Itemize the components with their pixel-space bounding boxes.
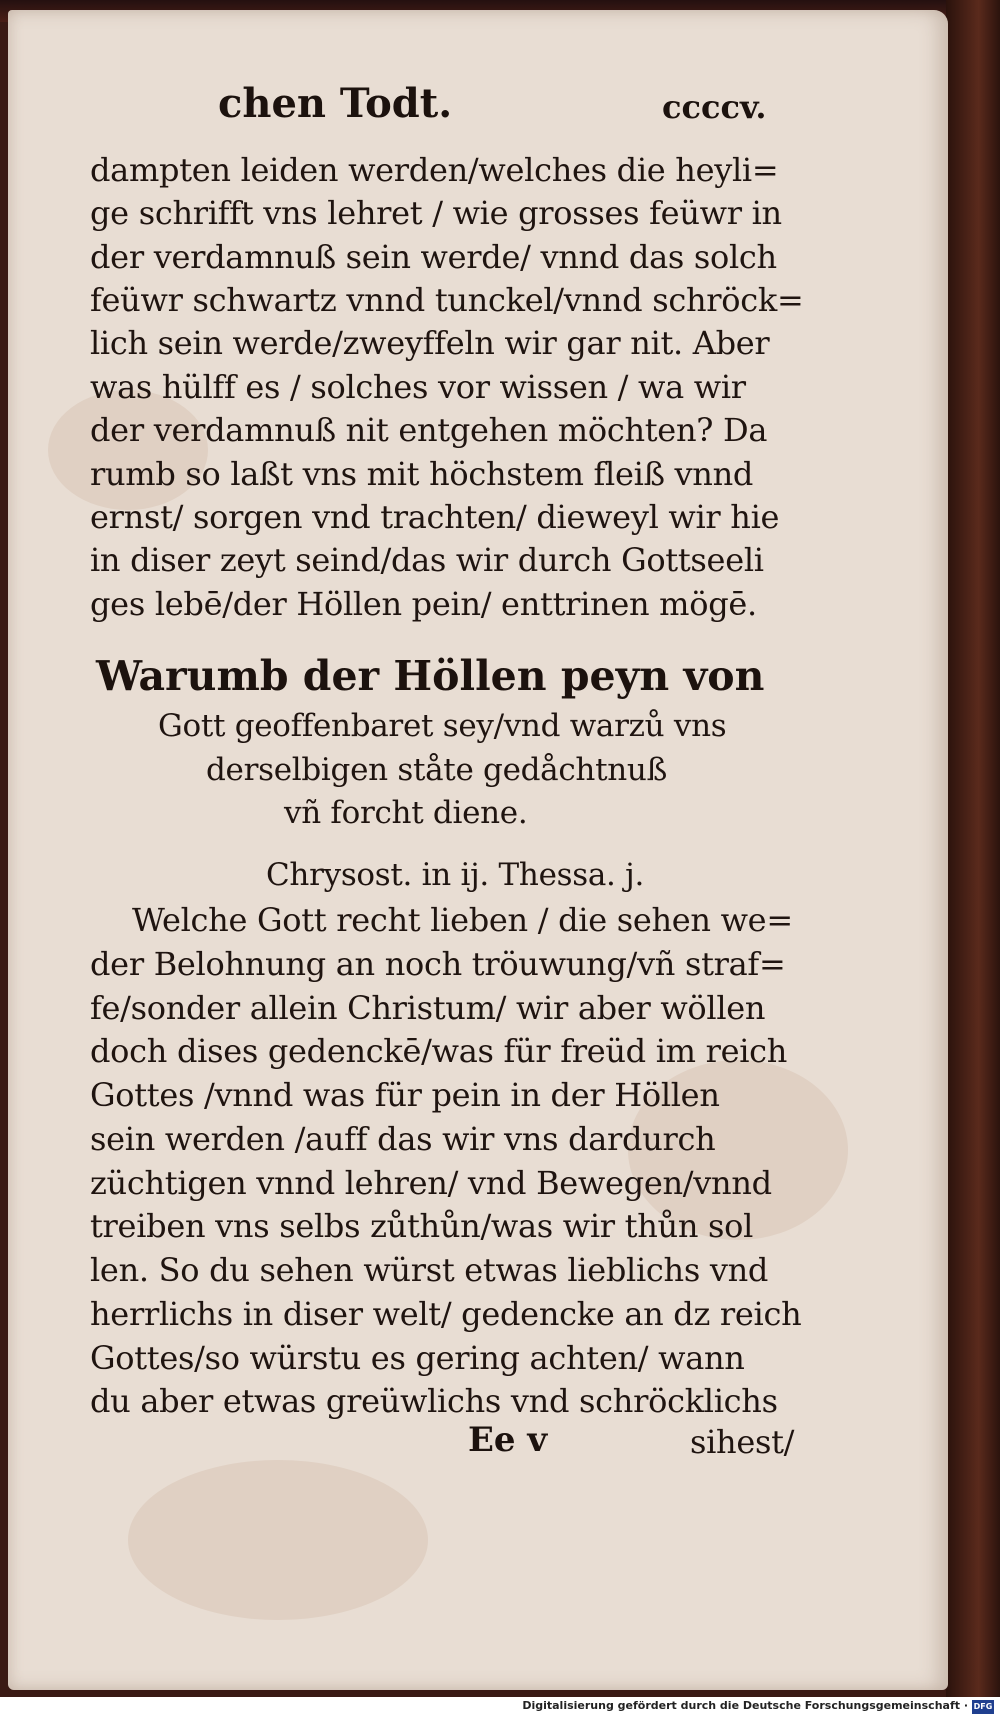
funding-notice: Digitalisierung gefördert durch die Deutsche Forschungsgemeinschaft · bbox=[522, 1699, 968, 1712]
section-heading-subline: Gott geoffenbaret sey/vnd warzů vns bbox=[158, 708, 727, 744]
text-line: der Belohnung an noch tröuwung/vñ straf= bbox=[90, 945, 786, 983]
text-line: der verdamnuß sein werde/ vnnd das solch bbox=[90, 238, 777, 276]
text-line: der verdamnuß nit entgehen möchten? Da bbox=[90, 411, 768, 449]
text-line: rumb so laßt vns mit höchstem fleiß vnnd bbox=[90, 455, 754, 493]
signature-mark: Ee v bbox=[468, 1420, 548, 1460]
footer-bar bbox=[0, 1697, 1000, 1718]
book-board-right bbox=[946, 0, 1000, 1697]
text-line: feüwr schwartz vnnd tunckel/vnnd schröck= bbox=[90, 281, 804, 319]
section-heading-subline: derselbigen ståte gedåchtnuß bbox=[206, 752, 667, 788]
section-heading-subline: vñ forcht diene. bbox=[284, 795, 528, 831]
text-line: sein werden /auff das wir vns dardurch bbox=[90, 1120, 716, 1158]
text-line: dampten leiden werden/welches die heyli= bbox=[90, 151, 779, 189]
text-line: züchtigen vnnd lehren/ vnd Bewegen/vnnd bbox=[90, 1164, 772, 1202]
running-head: chen Todt. bbox=[218, 80, 453, 127]
text-line: Gottes/so würstu es gering achten/ wann bbox=[90, 1339, 745, 1377]
text-line: Welche Gott recht lieben / die sehen we= bbox=[132, 901, 793, 939]
text-line: lich sein werde/zweyffeln wir gar nit. Aber bbox=[90, 324, 770, 362]
text-line: Gottes /vnnd was für pein in der Höllen bbox=[90, 1076, 720, 1114]
text-line: was hülff es / solches vor wissen / wa wir bbox=[90, 368, 746, 406]
text-line: fe/sonder allein Christum/ wir aber wöllen bbox=[90, 989, 766, 1027]
text-line: ge schrifft vns lehret / wie grosses feüwr in bbox=[90, 194, 782, 232]
text-line: treiben vns selbs zůthůn/was wir thůn sol bbox=[90, 1207, 754, 1245]
folio-number: ccccv. bbox=[662, 88, 767, 126]
dfg-logo: DFG bbox=[972, 1700, 994, 1714]
text-line: in diser zeyt seind/das wir durch Gottseeli bbox=[90, 541, 764, 579]
text-line: du aber etwas greüwlichs vnd schröcklichs bbox=[90, 1382, 778, 1420]
section-heading: Warumb der Höllen peyn von bbox=[96, 652, 765, 700]
catchword: sihest/ bbox=[690, 1423, 795, 1461]
text-line: len. So du sehen würst etwas lieblichs vnd bbox=[90, 1251, 769, 1289]
text-line: doch dises gedenckē/was für freüd im reich bbox=[90, 1032, 788, 1070]
text-line: herrlichs in diser welt/ gedencke an dz reich bbox=[90, 1295, 802, 1333]
text-line: ernst/ sorgen vnd trachten/ dieweyl wir hie bbox=[90, 498, 780, 536]
paper-stain bbox=[128, 1460, 428, 1620]
text-line: ges lebē/der Höllen pein/ enttrinen mögē. bbox=[90, 585, 757, 623]
citation: Chrysost. in ij. Thessa. j. bbox=[266, 857, 644, 893]
